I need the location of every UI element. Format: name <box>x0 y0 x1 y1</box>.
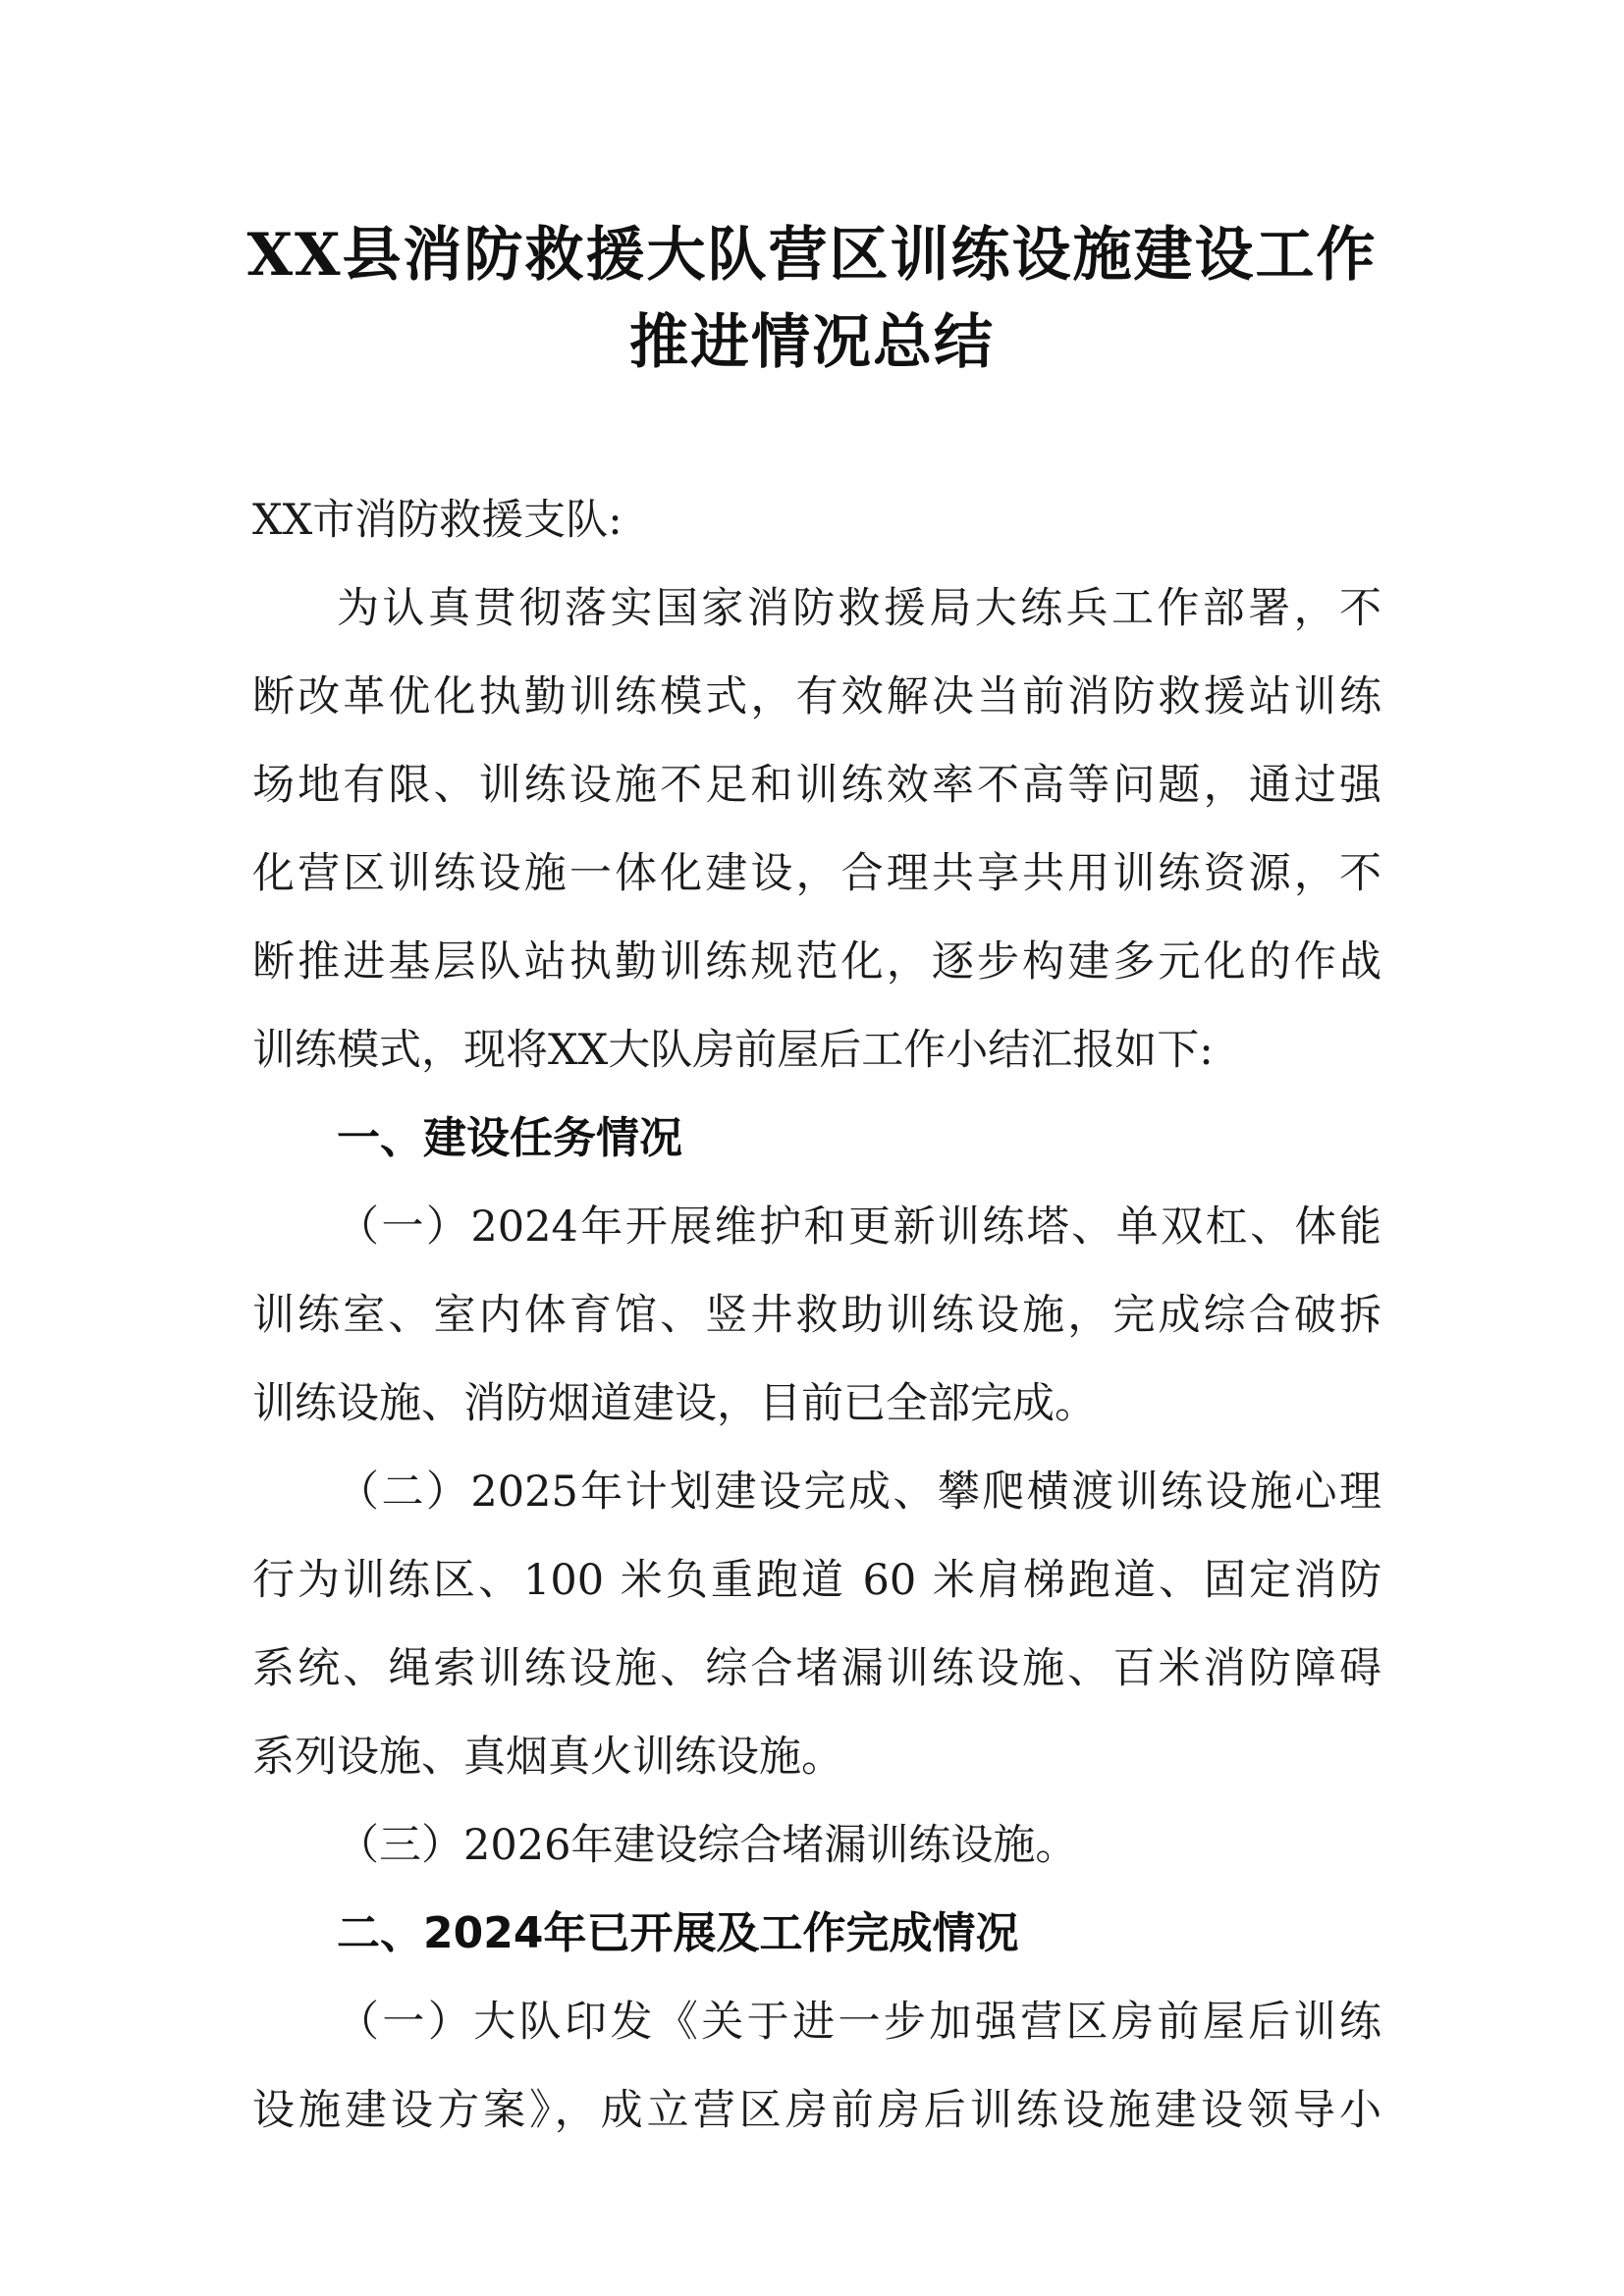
section-1-item-1-line-3: 训练设施、消防烟道建设，目前已全部完成。 <box>252 1379 1097 1428</box>
section-1-item-2-line-1: （二）2025年计划建设完成、攀爬横渡训练设施心理 <box>337 1468 1381 1517</box>
section-2-heading: 二、2024年已开展及工作完成情况 <box>337 1908 1019 1958</box>
section-1-item-3: （三）2026年建设综合堵漏训练设施。 <box>337 1821 1078 1870</box>
intro-line-5: 断推进基层队站执勤训练规范化，逐步构建多元化的作战 <box>252 937 1381 987</box>
document-title-line-1: XX县消防救援大队营区训练设施建设工作 <box>246 221 1378 290</box>
section-2-item-1-line-1: （一）大队印发《关于进一步加强营区房前屋后训练 <box>337 1998 1381 2047</box>
intro-line-6: 训练模式，现将XX大队房前屋后工作小结汇报如下: <box>252 1026 1214 1075</box>
salutation: XX市消防救援支队: <box>252 496 623 545</box>
section-1-item-2-line-2: 行为训练区、100 米负重跑道 60 米肩梯跑道、固定消防 <box>252 1556 1381 1605</box>
intro-line-4: 化营区训练设施一体化建设，合理共享共用训练资源，不 <box>252 849 1381 898</box>
document-title-line-2: 推进情况总结 <box>629 308 995 377</box>
section-1-item-2-line-4: 系列设施、真烟真火训练设施。 <box>252 1733 843 1782</box>
section-2-item-1-line-2: 设施建设方案》，成立营区房前房后训练设施建设领导小 <box>252 2086 1381 2135</box>
section-1-item-1-line-2: 训练室、室内体育馆、竖井救助训练设施，完成综合破拆 <box>252 1291 1381 1340</box>
section-1-item-2-line-3: 系统、绳索训练设施、综合堵漏训练设施、百米消防障碍 <box>252 1644 1381 1693</box>
section-1-item-1-line-1: （一）2024年开展维护和更新训练塔、单双杠、体能 <box>337 1202 1381 1252</box>
intro-line-2: 断改革优化执勤训练模式，有效解决当前消防救援站训练 <box>252 672 1381 721</box>
intro-line-1: 为认真贯彻落实国家消防救援局大练兵工作部署，不 <box>337 584 1381 633</box>
intro-line-3: 场地有限、训练设施不足和训练效率不高等问题，通过强 <box>252 761 1381 810</box>
section-1-heading: 一、建设任务情况 <box>337 1113 682 1163</box>
